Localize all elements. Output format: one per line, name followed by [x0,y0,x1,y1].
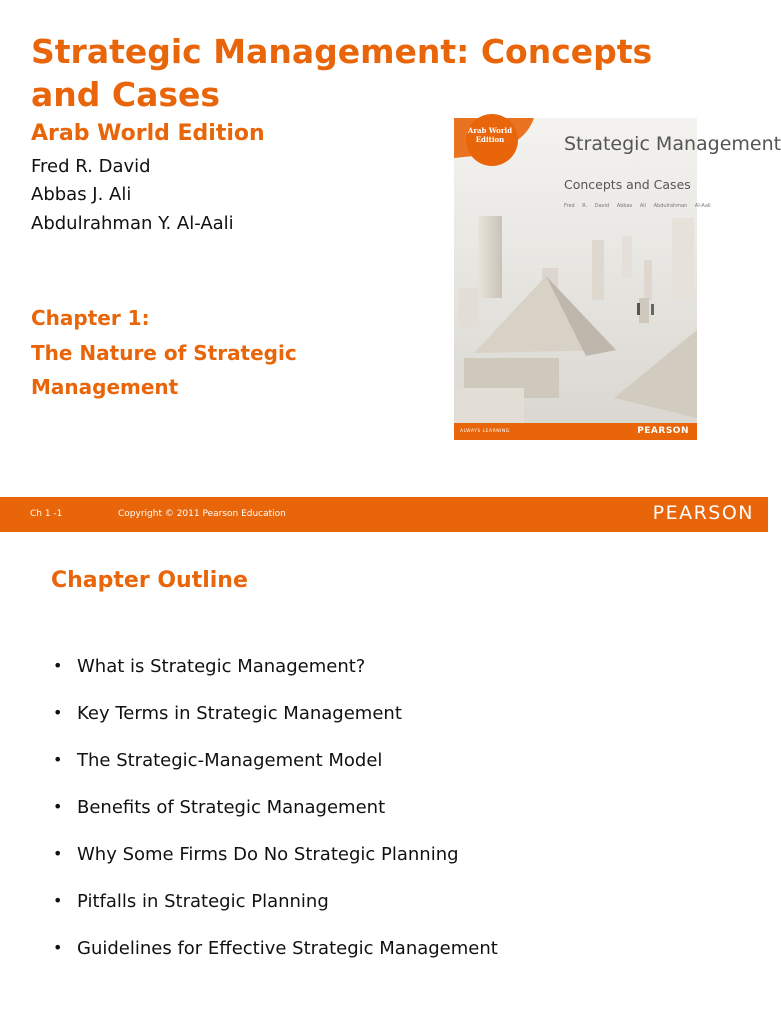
list-item-text: The Strategic-Management Model [77,750,383,771]
cover-title: Strategic Management [564,133,781,155]
author-name: Abdulrahman Y. Al-Aali [31,213,234,234]
list-item-text: Benefits of Strategic Management [77,797,386,818]
bullet-icon: • [53,797,63,816]
slide-title: Strategic Management: Concepts and Cases [31,32,653,114]
list-item-text: What is Strategic Management? [77,656,366,677]
book-cover-image [454,118,781,440]
list-item [53,750,498,797]
slide-footer [0,497,768,532]
cover-badge: Arab World Edition [467,126,513,144]
author-name: Abbas J. Ali [31,184,132,205]
chapter-number: Chapter 1: [31,306,150,330]
bullet-icon: • [53,844,63,863]
list-item [53,938,498,985]
cover-authors: Fred R. David Abbas Ali Abdulrahman Al-Aali [564,203,711,209]
list-item-text: Key Terms in Strategic Management [77,703,402,724]
author-name: Fred R. David [31,156,151,177]
page-number: Ch 1 -1 [30,509,63,519]
list-item [53,703,498,750]
copyright-text: Copyright © 2011 Pearson Education [118,509,286,519]
list-item-text: Guidelines for Effective Strategic Management [77,938,498,959]
bullet-icon: • [53,938,63,957]
outline-slide [0,532,768,1024]
chapter-title-line1: The Nature of Strategic [31,341,297,365]
list-item [53,844,498,891]
list-item [53,891,498,938]
bullet-icon: • [53,703,63,722]
cover-tagline: ALWAYS LEARNING [460,429,510,434]
list-item-text: Why Some Firms Do No Strategic Planning [77,844,459,865]
chapter-title-line2: Management [31,375,179,399]
cover-publisher: PEARSON [637,426,689,436]
list-item [53,797,498,844]
pearson-logo: PEARSON [652,502,754,524]
bullet-icon: • [53,750,63,769]
cover-illustration [454,118,781,440]
cover-footer [454,423,697,440]
bullet-icon: • [53,656,63,675]
edition-label: Arab World Edition [31,121,265,146]
bullet-icon: • [53,891,63,910]
outline-list [53,656,498,985]
cover-subtitle: Concepts and Cases [564,177,691,192]
list-item [53,656,498,703]
list-item-text: Pitfalls in Strategic Planning [77,891,329,912]
outline-title: Chapter Outline [51,568,248,593]
